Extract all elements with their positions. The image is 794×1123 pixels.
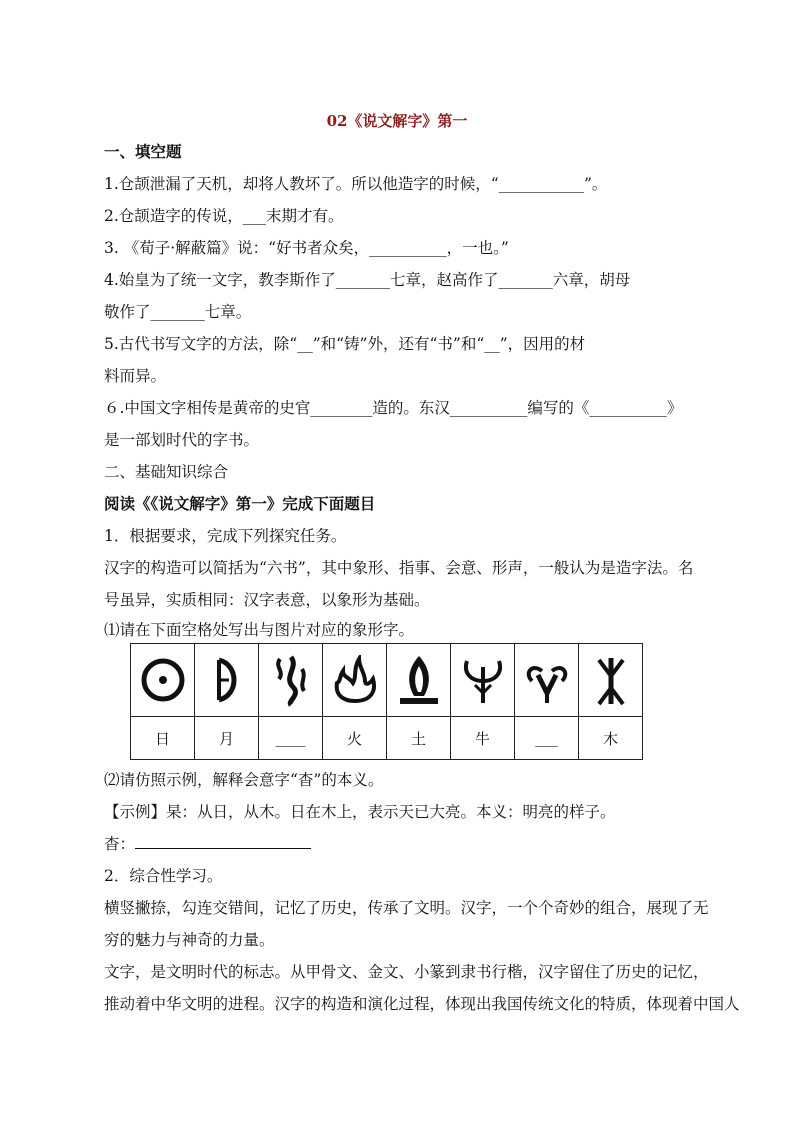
water-glyph-icon xyxy=(271,653,311,707)
fire-glyph-icon xyxy=(329,655,381,705)
question-3: 3. 《荀子·解蔽篇》说：“好书者众矣，__________，一也。” xyxy=(104,239,509,257)
pictograph-row xyxy=(131,644,643,717)
paragraph-six-writings-2: 号虽异，实质相同：汉字表意，以象形为基础。 xyxy=(104,591,430,609)
pictograph-cell xyxy=(579,644,643,717)
answer-cell: 火 xyxy=(323,717,387,760)
answer-cell: 土 xyxy=(387,717,451,760)
pictograph-cell xyxy=(451,644,515,717)
question-5-line-1: 5.古代书写文字的方法，除“__”和“铸”外，还有“书”和“__”，因用的材 xyxy=(104,335,586,353)
question-6-line-1: ６.中国文字相传是黄帝的史官________造的。东汉__________编写的《__________》 xyxy=(104,399,683,417)
paragraph-six-writings-1: 汉字的构造可以简括为“六书”，其中象形、指事、会意、形声，一般认为是造字法。名 xyxy=(104,559,694,577)
paragraph-strokes-2: 穷的魅力与神奇的力量。 xyxy=(104,931,275,949)
answer-cell: 牛 xyxy=(451,717,515,760)
subtask-2: ⑵请仿照示例，解释会意字“杳”的本义。 xyxy=(104,771,384,789)
question-6-line-2: 是一部划时代的字书。 xyxy=(104,431,260,449)
answer-blank[interactable]: ____ xyxy=(259,717,323,760)
pictograph-cell xyxy=(387,644,451,717)
paragraph-strokes-1: 横竖撇捺，勾连交错间，记忆了历史，传承了文明。汉字，一个个奇妙的组合，展现了无 xyxy=(104,899,709,917)
subtask-1: ⑴请在下面空格处写出与图片对应的象形字。 xyxy=(104,621,415,639)
yao-answer-line xyxy=(104,834,724,854)
reading-instruction: 阅读《《说文解字》第一》完成下面题目 xyxy=(104,494,376,513)
yao-label: 杳： xyxy=(104,835,136,853)
question-5-line-2: 料而异。 xyxy=(104,367,167,385)
section-heading-fill-blank: 一、填空题 xyxy=(104,142,182,161)
yao-answer-blank[interactable] xyxy=(135,834,311,849)
pictograph-cell xyxy=(515,644,579,717)
earth-glyph-icon xyxy=(394,652,444,708)
task-2-heading: 2．综合性学习。 xyxy=(104,867,223,885)
tree-glyph-icon xyxy=(591,652,631,708)
sheep-glyph-icon xyxy=(522,653,572,707)
answer-cell: 日 xyxy=(131,717,195,760)
question-4-line-2: 敬作了_______七章。 xyxy=(104,303,252,321)
answer-cell: 木 xyxy=(579,717,643,760)
question-4-line-1: 4.始皇为了统一文字，教李斯作了_______七章，赵高作了_______六章，胡母 xyxy=(104,271,631,289)
question-2: 2.仓颉造字的传说，___末期才有。 xyxy=(104,207,344,225)
paragraph-civilization-2: 推动着中华文明的进程。汉字的构造和演化过程，体现出我国传统文化的特质，体现着中国人 xyxy=(104,995,740,1013)
pictograph-table xyxy=(130,643,643,760)
pictograph-cell xyxy=(259,644,323,717)
task-1-heading: 1．根据要求，完成下列探究任务。 xyxy=(104,527,347,545)
answer-cell: 月 xyxy=(195,717,259,760)
moon-glyph-icon xyxy=(207,655,247,705)
ox-glyph-icon xyxy=(459,653,507,707)
answer-row xyxy=(131,717,643,760)
pictograph-cell xyxy=(195,644,259,717)
sun-glyph-icon xyxy=(138,655,188,705)
section-heading-basics: 二、基础知识综合 xyxy=(104,463,229,481)
question-1: 1.仓颉泄漏了天机，却将人教坏了。所以他造字的时候，“___________”。 xyxy=(104,175,608,193)
example-text: 【示例】杲：从日，从木。日在木上，表示天已大亮。本义：明亮的样子。 xyxy=(104,803,616,821)
pictograph-cell xyxy=(323,644,387,717)
paragraph-civilization-1: 文字，是文明时代的标志。从甲骨文、金文、小篆到隶书行楷，汉字留住了历史的记忆， xyxy=(104,963,709,981)
answer-blank[interactable]: ___ xyxy=(515,717,579,760)
page-title: 02《说文解字》第一 xyxy=(326,112,468,130)
pictograph-cell xyxy=(131,644,195,717)
